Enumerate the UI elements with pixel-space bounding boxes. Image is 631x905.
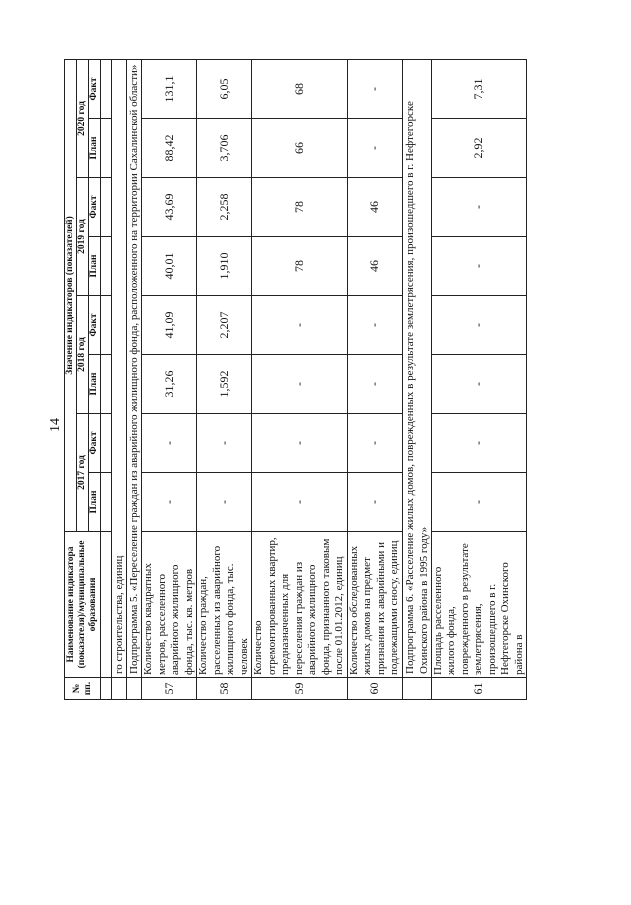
value-2020-plan: 88,42 (142, 119, 197, 178)
table-row (197, 59, 252, 699)
section-row (402, 59, 431, 699)
header-year-2018: 2018 год (77, 296, 89, 414)
value-2018-fact: 2,207 (197, 296, 252, 355)
row-number: 57 (142, 678, 197, 700)
header-plan: План (89, 473, 101, 532)
value-2019-fact: 78 (252, 178, 348, 237)
indicator-name: Площадь расселенного жилого фонда, поврежденного в результате землетрясения, произошедшего в г. Нефтегорске Охинского района в (431, 532, 527, 678)
value-2018-fact: - (252, 296, 348, 355)
value-2018-plan: 1,592 (197, 355, 252, 414)
value-2017-plan: - (142, 473, 197, 532)
value-2017-fact: - (431, 414, 527, 473)
row-number: 58 (197, 678, 252, 700)
header-year-2017: 2017 год (77, 414, 89, 532)
value-2019-plan: 1,910 (197, 237, 252, 296)
header-name: Наименование индикатора (показателя)/муниципальные образования (65, 532, 101, 678)
rotated-page-content (64, 60, 564, 700)
value-2017-plan: - (347, 473, 402, 532)
row-number: 59 (252, 678, 348, 700)
value-2017-fact: - (347, 414, 402, 473)
value-2020-plan: - (347, 119, 402, 178)
row-number: 60 (347, 678, 402, 700)
indicator-name: Количество квадратных метров, расселенного аварийного жилищного фонда, тыс. кв. метров (142, 532, 197, 678)
value-2017-plan: - (252, 473, 348, 532)
value-2020-fact: 68 (252, 59, 348, 118)
value-2020-plan: 2,92 (431, 119, 527, 178)
value-2017-plan: - (431, 473, 527, 532)
value-2018-plan: - (347, 355, 402, 414)
value-2017-fact: - (142, 414, 197, 473)
continuation-row (112, 59, 127, 699)
value-2020-fact: 7,31 (431, 59, 527, 118)
table-body (101, 59, 527, 699)
table-row (431, 59, 527, 699)
value-2019-plan: 78 (252, 237, 348, 296)
page-number: 14 (48, 418, 63, 432)
value-2019-plan: 46 (347, 237, 402, 296)
value-2019-fact: 43,69 (142, 178, 197, 237)
header-fact: Факт (89, 296, 101, 355)
continuation-text: го строительства, единиц (112, 59, 127, 677)
value-2019-fact: 46 (347, 178, 402, 237)
value-2017-fact: - (252, 414, 348, 473)
value-2020-plan: 66 (252, 119, 348, 178)
indicator-name: Количество обследованных жилых домов на предмет признания их аварийными и подлежащими сносу, единиц (347, 532, 402, 678)
header-fact: Факт (89, 178, 101, 237)
value-2019-fact: - (431, 178, 527, 237)
header-plan: План (89, 237, 101, 296)
header-fact: Факт (89, 59, 101, 118)
value-2020-fact: 131,1 (142, 59, 197, 118)
header-num: № пп. (65, 678, 101, 700)
header-values: Значение индикаторов (показателей) (65, 59, 77, 531)
header-plan: План (89, 355, 101, 414)
table-row (347, 59, 402, 699)
table-row (252, 59, 348, 699)
value-2020-fact: - (347, 59, 402, 118)
value-2018-fact: - (431, 296, 527, 355)
value-2018-plan: - (431, 355, 527, 414)
header-plan: План (89, 119, 101, 178)
value-2020-plan: 3,706 (197, 119, 252, 178)
header-fact: Факт (89, 414, 101, 473)
value-2018-plan: - (252, 355, 348, 414)
table-header (65, 59, 101, 699)
row-number: 61 (431, 678, 527, 700)
value-2019-plan: - (431, 237, 527, 296)
value-2018-fact: 41,09 (142, 296, 197, 355)
value-2019-fact: 2,258 (197, 178, 252, 237)
section-title: Подпрограмма 5. «Переселение граждан из аварийного жилищного фонда, расположенного на территории Сахалинской области» (127, 59, 142, 677)
indicator-name: Количество отремонтированных квартир, предназначенных для переселения граждан из аварийного жилищного фонда, признанного таковым после 01.01.2012, единиц (252, 532, 348, 678)
value-2019-plan: 40,01 (142, 237, 197, 296)
value-2017-fact: - (197, 414, 252, 473)
value-2018-plan: 31,26 (142, 355, 197, 414)
section-row (127, 59, 142, 699)
value-2020-fact: 6,05 (197, 59, 252, 118)
indicator-name: Количество граждан, расселенных из аварийного жилищного фонда, тыс. человек (197, 532, 252, 678)
header-year-2020: 2020 год (77, 59, 89, 177)
table-row (142, 59, 197, 699)
value-2018-fact: - (347, 296, 402, 355)
section-title: Подпрограмма 6. «Расселение жилых домов, поврежденных в результате землетрясения, произошедшего в г. Нефтегорске Охинского района в 1995 году» (402, 59, 431, 677)
indicators-table (64, 59, 527, 700)
value-2017-plan: - (197, 473, 252, 532)
spacer-row (101, 59, 112, 699)
header-year-2019: 2019 год (77, 178, 89, 296)
